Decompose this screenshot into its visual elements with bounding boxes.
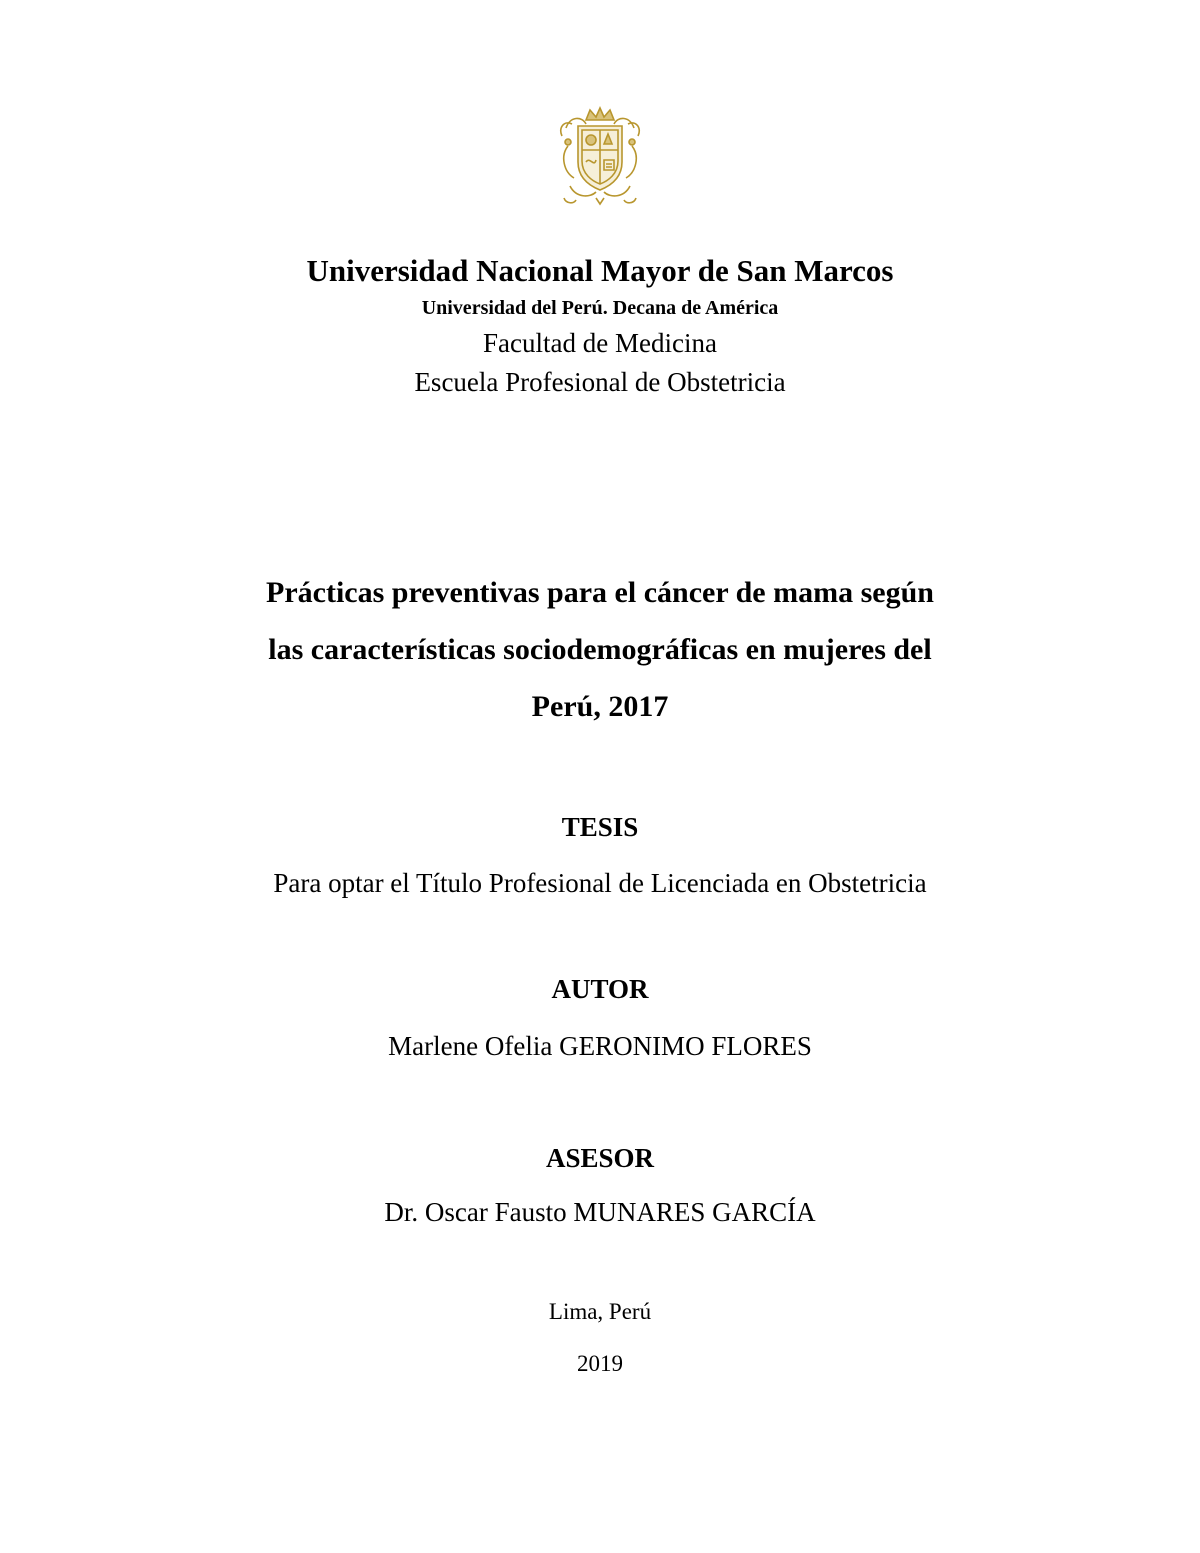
advisor-name: Dr. Oscar Fausto MUNARES GARCÍA <box>384 1197 816 1227</box>
thesis-title-line-2: las características sociodemográficas en mujeres del <box>268 633 932 666</box>
faculty-name: Facultad de Medicina <box>483 328 717 358</box>
year: 2019 <box>577 1351 623 1376</box>
place: Lima, Perú <box>548 1299 652 1324</box>
thesis-title-line-1: Prácticas preventivas para el cáncer de mama según <box>266 576 934 609</box>
school-name: Escuela Profesional de Obstetricia <box>414 367 786 397</box>
thesis-title-line-3: Perú, 2017 <box>531 690 669 723</box>
thesis-type-label: TESIS <box>561 812 639 842</box>
author-name: Marlene Ofelia GERONIMO FLORES <box>388 1031 812 1061</box>
author-label: AUTOR <box>551 974 649 1004</box>
university-name: Universidad Nacional Mayor de San Marcos <box>306 253 894 288</box>
university-motto: Universidad del Perú. Decana de América <box>421 297 779 319</box>
university-seal-icon <box>556 106 644 206</box>
advisor-label: ASESOR <box>545 1143 655 1173</box>
thesis-purpose: Para optar el Título Profesional de Licenciada en Obstetricia <box>273 868 927 898</box>
